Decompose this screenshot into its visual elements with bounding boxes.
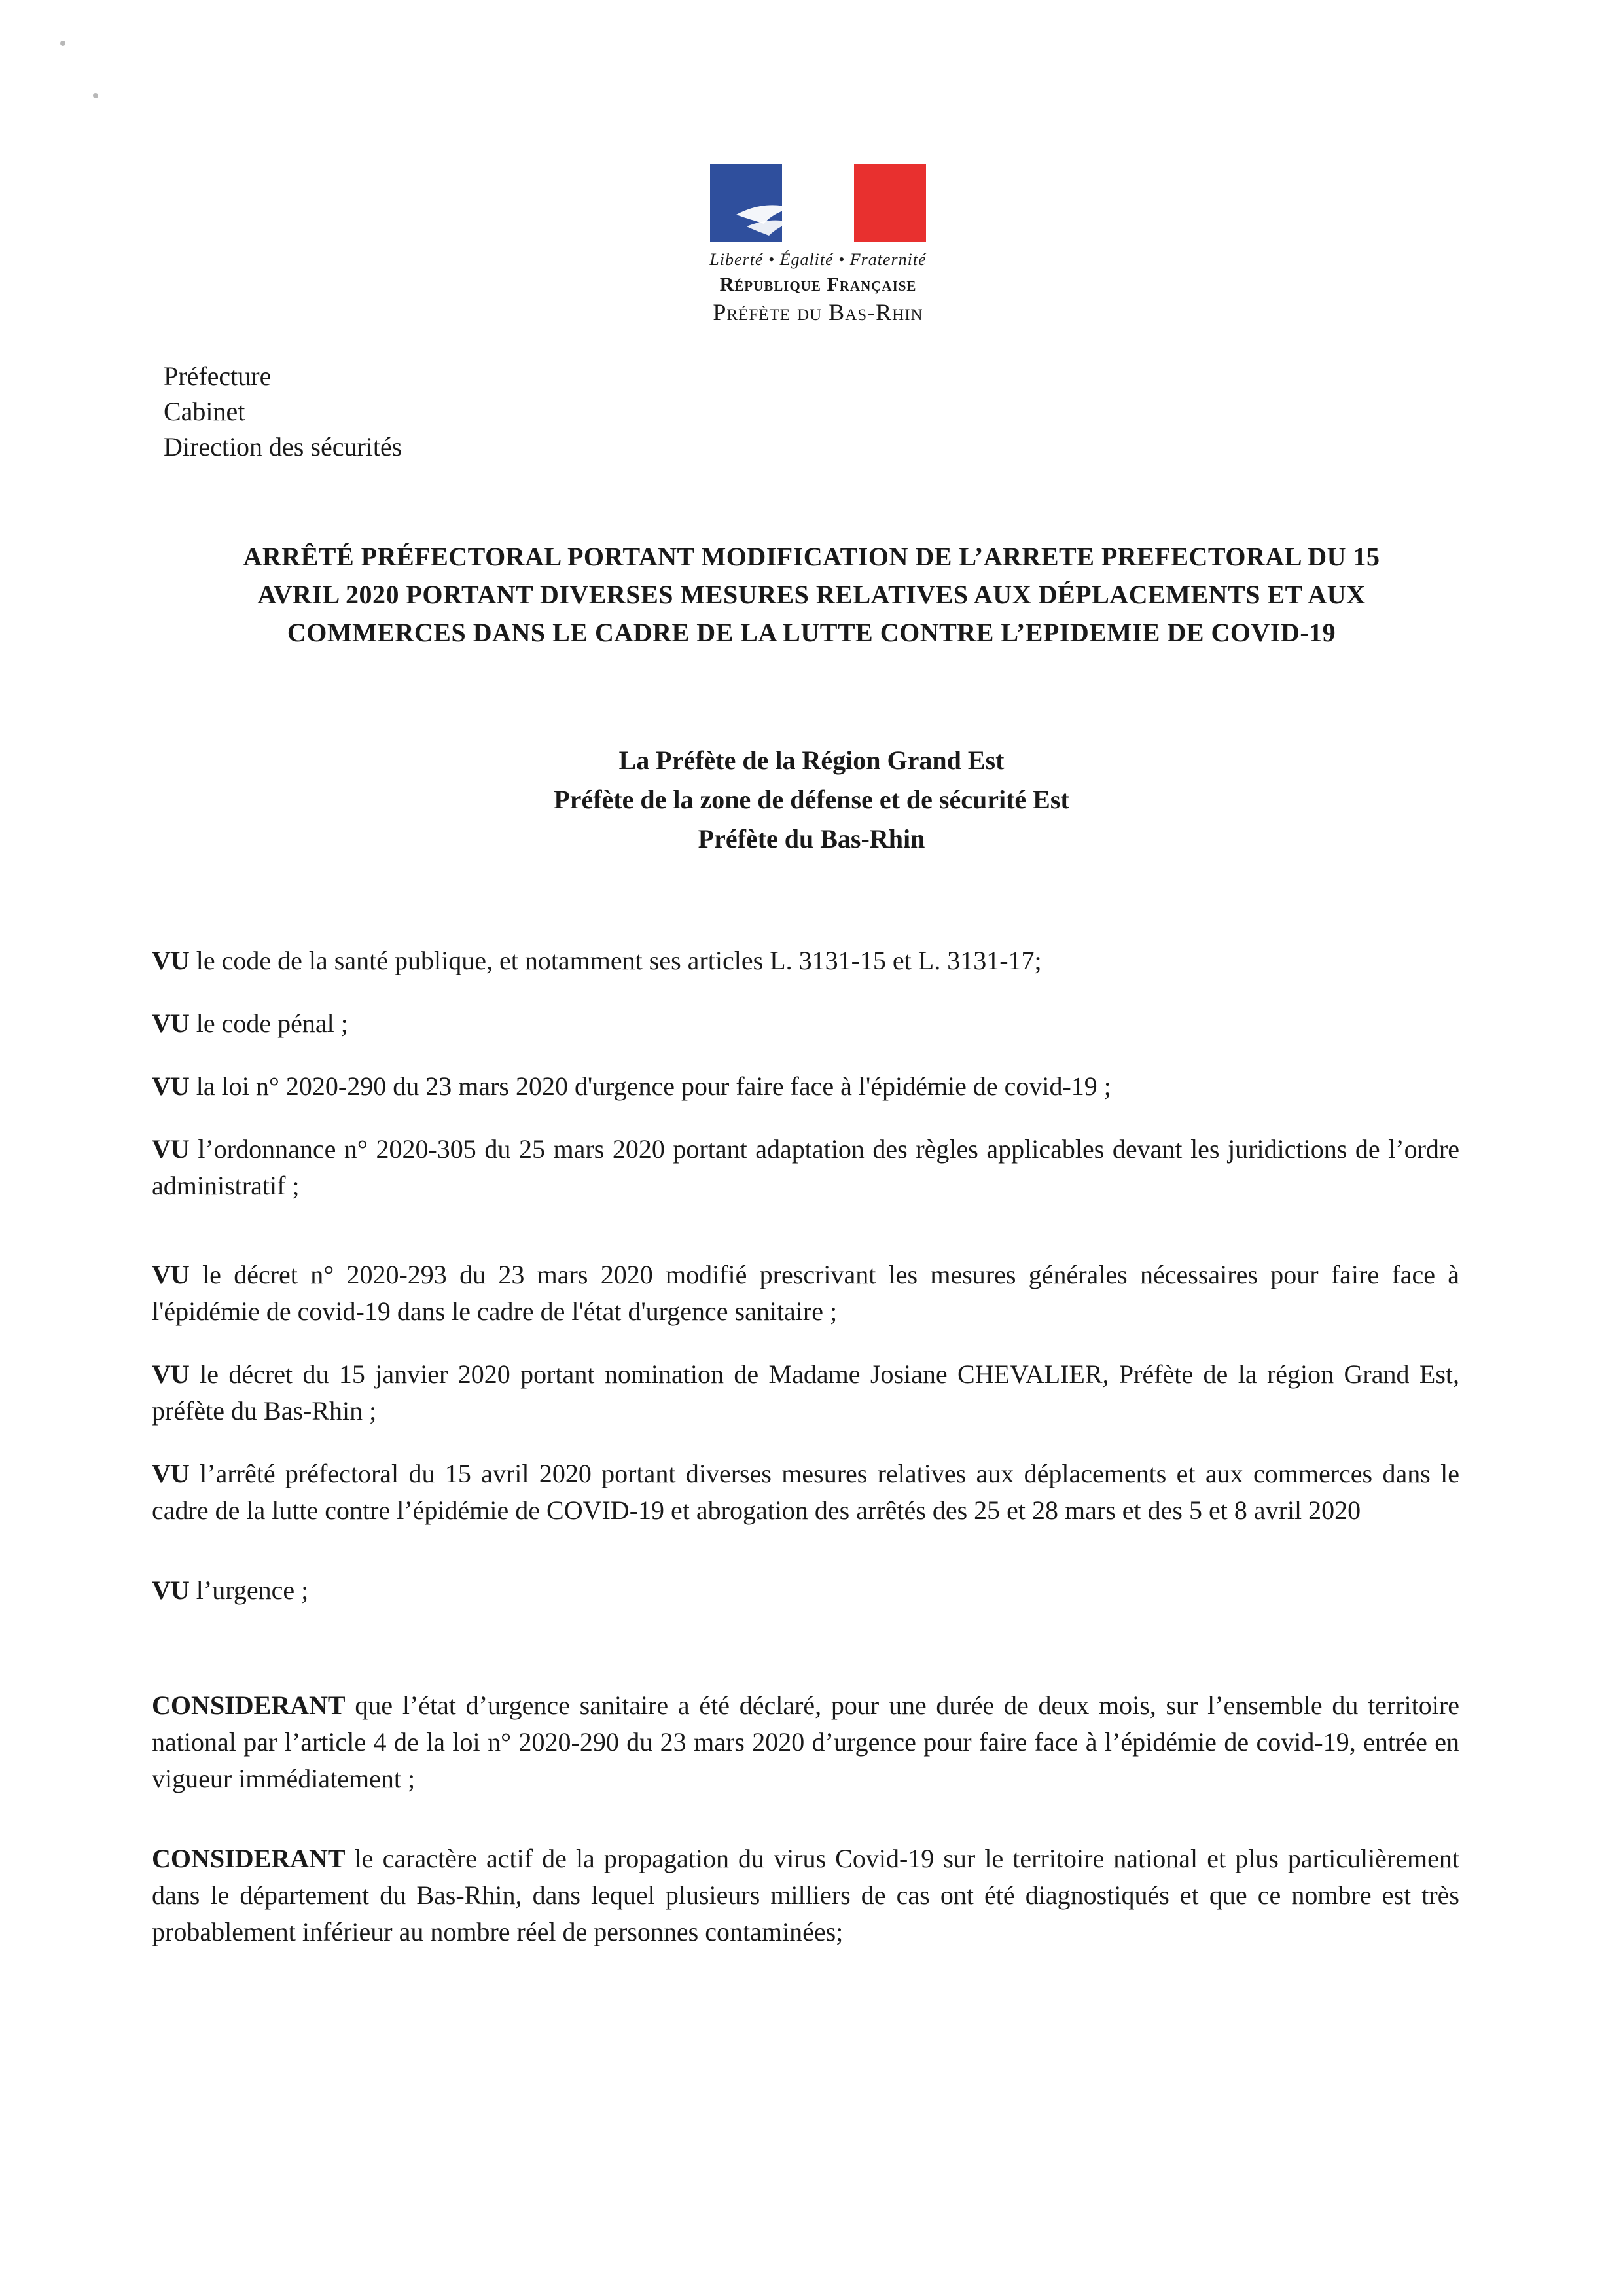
visa-text: la loi n° 2020-290 du 23 mars 2020 d'urgence pour faire face à l'épidémie de covid-19 ; [189,1071,1111,1101]
considerant-paragraph [152,1687,1459,1797]
marianne-profile-icon [710,164,926,242]
visa-text: l’ordonnance n° 2020-305 du 25 mars 2020 portant adaptation des règles applicables devant les juridictions de l’ordre administratif ; [152,1134,1459,1200]
service-line: Direction des sécurités [164,432,402,461]
visa-lead: VU [152,946,190,975]
considerant-text: le caractère actif de la propagation du virus Covid-19 sur le territoire national et plus particulièrement dans le département du Bas-Rhin, dans lequel plusieurs milliers de cas ont été diagnostiqués et que ce nombre est très probablement inférieur au nombre réel de personnes contaminées; [152,1844,1459,1946]
visa-lead: VU [152,1575,190,1605]
decree-body [152,942,1459,1950]
marianne-logo [710,164,926,242]
visa-paragraph [152,1005,1459,1042]
considerant-text: que l’état d’urgence sanitaire a été déclaré, pour une durée de deux mois, sur l’ensemble du territoire national par l’article 4 de la loi n° 2020-290 du 23 mars 2020 d’urgence pour faire face à l’épidémie de covid-19, entrée en vigueur immédiatement ; [152,1691,1459,1793]
visa-paragraph [152,1356,1459,1429]
title-line: COMMERCES DANS LE CADRE DE LA LUTTE CONTRE L’EPIDEMIE DE COVID-19 [287,618,1336,647]
visa-paragraph [152,1068,1459,1105]
visa-lead: VU [152,1009,190,1038]
republic-motto: Liberté • Égalité • Fraternité [709,250,927,269]
visa-paragraph [152,942,1459,979]
visa-lead: VU [152,1260,190,1289]
visa-text: le code de la santé publique, et notamment ses articles L. 3131-15 et L. 3131-17; [189,946,1042,975]
marianne-logo-block [681,164,955,326]
visa-paragraph [152,1257,1459,1330]
authority-line: La Préfète de la Région Grand Est [618,745,1005,775]
visa-text: le code pénal ; [189,1009,348,1038]
scan-speck [93,93,98,98]
prefecture-name: Préfète du Bas-Rhin [713,299,923,325]
issuing-authority [151,741,1472,859]
visa-text: le décret n° 2020-293 du 23 mars 2020 modifié prescrivant les mesures générales nécessaires pour faire face à l'épidémie de covid-19 dans le cadre de l'état d'urgence sanitaire ; [152,1260,1459,1326]
authority-line: Préfète du Bas-Rhin [698,824,925,853]
considerant-paragraph [152,1840,1459,1950]
visa-text: l’urgence ; [189,1575,309,1605]
scan-speck [60,41,65,46]
visa-lead: VU [152,1459,190,1488]
visa-lead: VU [152,1134,190,1164]
title-line: AVRIL 2020 PORTANT DIVERSES MESURES RELATIVES AUX DÉPLACEMENTS ET AUX [257,580,1366,609]
visa-text: le décret du 15 janvier 2020 portant nomination de Madame Josiane CHEVALIER, Préfète de la région Grand Est, préfète du Bas-Rhin ; [152,1359,1459,1426]
republic-name: République Française [719,274,917,295]
title-line: ARRÊTÉ PRÉFECTORAL PORTANT MODIFICATION DE L’ARRETE PREFECTORAL DU 15 [243,542,1380,571]
decree-title [151,538,1472,652]
visa-lead: VU [152,1071,190,1101]
visa-paragraph [152,1131,1459,1204]
visa-lead: VU [152,1359,190,1389]
considerant-lead: CONSIDERANT [152,1691,346,1720]
authority-line: Préfète de la zone de défense et de sécurité Est [554,785,1069,814]
considerant-lead: CONSIDERANT [152,1844,346,1873]
service-line: Préfecture [164,361,272,391]
visa-paragraph [152,1572,1459,1609]
visa-text: l’arrêté préfectoral du 15 avril 2020 portant diverses mesures relatives aux déplacements et aux commerces dans le cadre de la lutte contre l’épidémie de COVID-19 et abrogation des arrêtés des 25 et 28 mars et des 5 et 8 avril 2020 [152,1459,1459,1525]
issuing-services [164,359,402,465]
visa-paragraph [152,1456,1459,1529]
service-line: Cabinet [164,397,245,426]
